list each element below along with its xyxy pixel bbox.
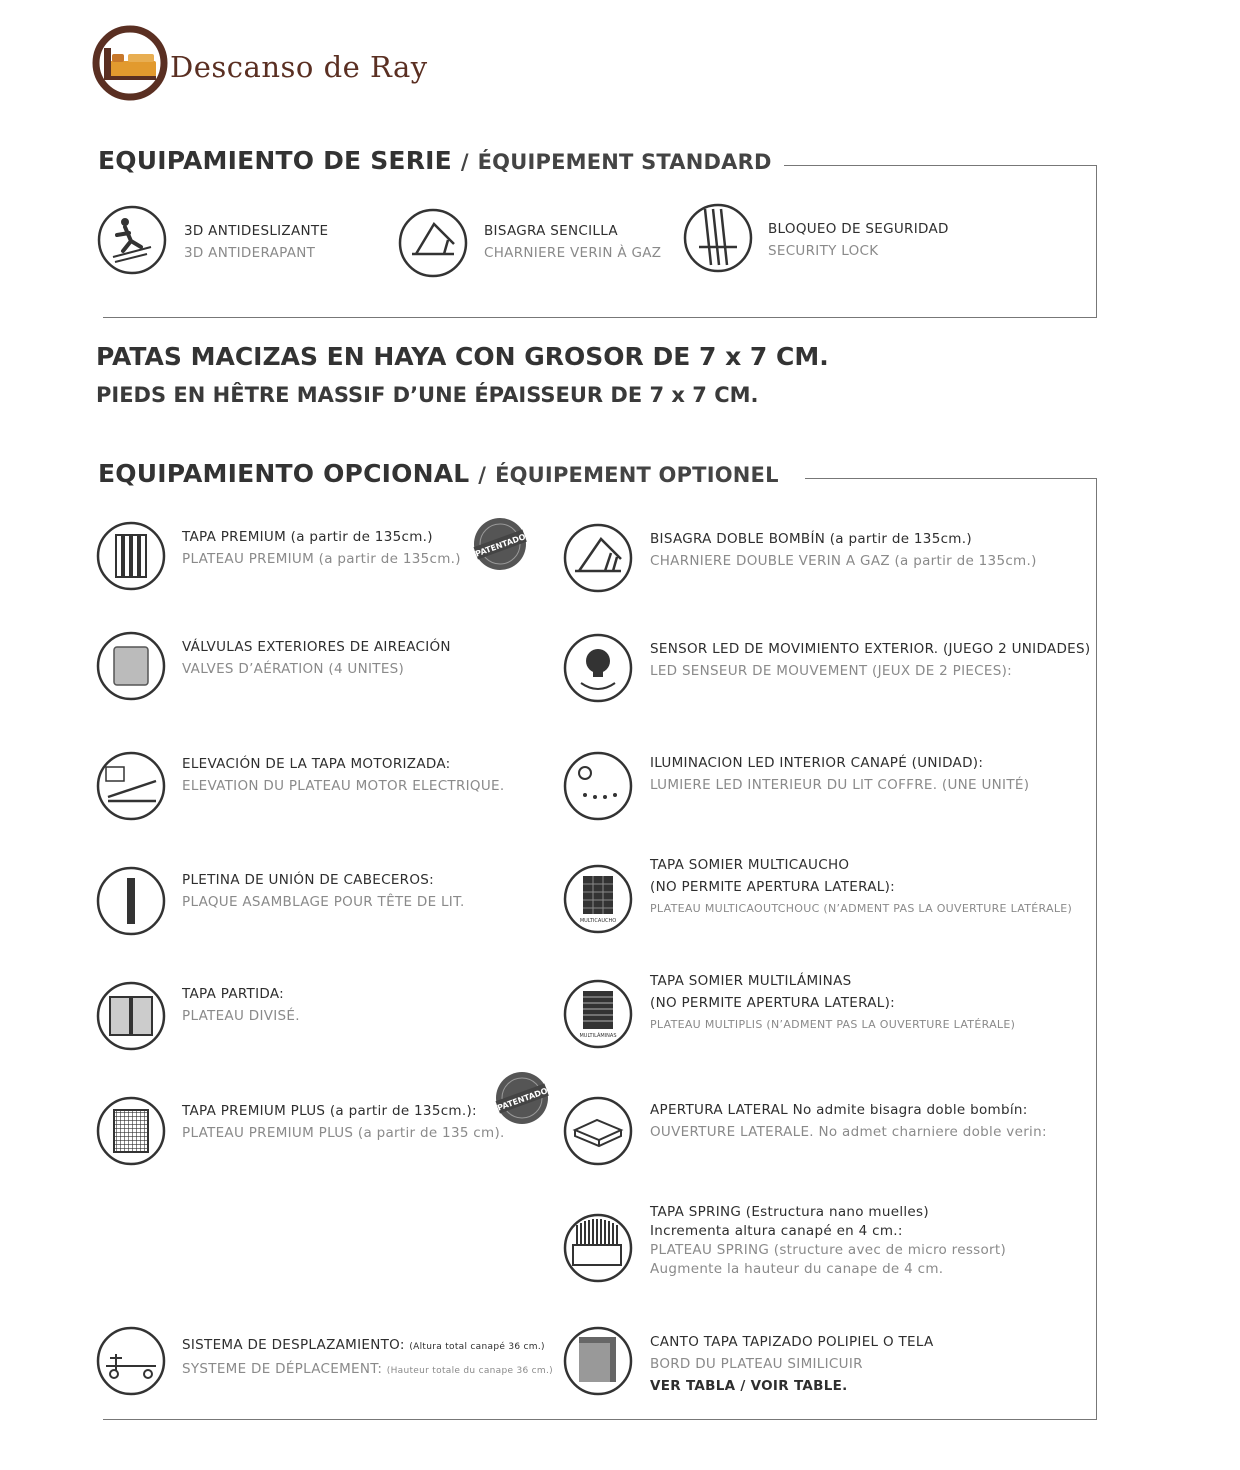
opt-left-4-text: PLETINA DE UNIÓN DE CABECEROS: PLAQUE ASAMBLAGE POUR TÊTE DE LIT. — [182, 872, 465, 910]
opt-right-3-text: ILUMINACION LED INTERIOR CANAPÉ (UNIDAD): LUMIERE LED INTERIEUR DU LIT COFFRE. (UNE UNITÉ) — [650, 755, 1030, 793]
opt-left-3-text: ELEVACIÓN DE LA TAPA MOTORIZADA: ELEVATION DU PLATEAU MOTOR ELECTRIQUE. — [182, 756, 505, 794]
brand-name: Descanso de Ray — [170, 50, 428, 84]
multicaucho-icon — [563, 864, 633, 934]
lateral-open-icon — [563, 1096, 633, 1166]
wheels-icon — [96, 1326, 166, 1396]
vent-icon — [96, 631, 166, 701]
opt-right-5-text: TAPA SOMIER MULTILÁMINAS (NO PERMITE APERTURA LATERAL): PLATEAU MULTIPLIS (N’ADMENT PAS LA OUVERTURE LATÉRALE) — [650, 973, 1016, 1031]
opt-left-2-text: VÁLVULAS EXTERIORES DE AIREACIÓN VALVES D’AÉRATION (4 UNITES) — [182, 639, 451, 677]
split-lid-icon — [96, 981, 166, 1051]
opt-right-8-text: CANTO TAPA TAPIZADO POLIPIEL O TELA BORD DU PLATEAU SIMILICUIR VER TABLA / VOIR TABLE. — [650, 1334, 934, 1394]
opt-right-2-text: SENSOR LED DE MOVIMIENTO EXTERIOR. (JUEGO 2 UNIDADES) LED SENSEUR DE MOUVEMENT (JEUX DE 2 PIECES): — [650, 641, 1091, 679]
legs-heading-es: PATAS MACIZAS EN HAYA CON GROSOR DE 7 x 7 CM. — [96, 342, 829, 371]
opt-right-7-text: TAPA SPRING (Estructura nano muelles) Incrementa altura canapé en 4 cm.: PLATEAU SPRING (structure avec de micro ressort) Augmente la hauteur du canape de 4 cm. — [650, 1204, 1007, 1277]
opt-left-1-text: TAPA PREMIUM (a partir de 135cm.) PLATEAU PREMIUM (a partir de 135cm.) — [182, 529, 461, 567]
spring-icon — [563, 1213, 633, 1283]
opt-right-6-text: APERTURA LATERAL No admite bisagra doble bombín: OUVERTURE LATERALE. No admet charniere doble verin: — [650, 1102, 1047, 1140]
opt-right-1-text: BISAGRA DOBLE BOMBÍN (a partir de 135cm.) CHARNIERE DOUBLE VERIN A GAZ (a partir de 135cm.) — [650, 531, 1037, 569]
multicaucho-label: MULTICAUCHO — [579, 918, 617, 924]
bracket-icon — [96, 866, 166, 936]
multilaminas-icon — [563, 979, 633, 1049]
patented-badge-label: PATENTADO — [474, 532, 527, 559]
opt-left-6-text: TAPA PREMIUM PLUS (a partir de 135cm.): PLATEAU PREMIUM PLUS (a partir de 135 cm). — [182, 1103, 505, 1141]
opt-left-7-text: SISTEMA DE DESPLAZAMIENTO: (Altura total canapé 36 cm.) SYSTEME DE DÉPLACEMENT: (Hauteur totale du canape 36 cm.) — [182, 1337, 553, 1377]
patented-badge-2-label: PATENTADO — [496, 1086, 549, 1113]
patented-badge-2-icon — [494, 1070, 550, 1126]
opt-right-4-text: TAPA SOMIER MULTICAUCHO (NO PERMITE APERTURA LATERAL): PLATEAU MULTICAOUTCHOUC (N’ADMENT PAS LA OUVERTURE LATÉRALE) — [650, 857, 1073, 915]
optional-section-title: EQUIPAMIENTO OPCIONAL / ÉQUIPEMENT OPTIONEL — [98, 459, 779, 488]
multilaminas-label: MULTILÁMINAS — [579, 1033, 617, 1039]
standard-item-1-text: 3D ANTIDESLIZANTE 3D ANTIDERAPANT — [184, 223, 329, 261]
legs-heading-fr: PIEDS EN HÊTRE MASSIF D’UNE ÉPAISSEUR DE 7 x 7 CM. — [96, 383, 759, 407]
patented-badge-icon — [472, 516, 528, 572]
standard-item-2-text: BISAGRA SENCILLA CHARNIERE VERIN À GAZ — [484, 223, 662, 261]
led-sensor-icon — [563, 633, 633, 703]
standard-item-3-text: BLOQUEO DE SEGURIDAD SECURITY LOCK — [768, 221, 949, 259]
double-hinge-icon — [563, 523, 633, 593]
led-interior-icon — [563, 751, 633, 821]
standard-section-title: EQUIPAMIENTO DE SERIE / ÉQUIPEMENT STANDARD — [98, 146, 772, 175]
brand-logo-icon — [90, 24, 170, 102]
lock-icon — [683, 203, 753, 273]
premium-lid-icon — [96, 521, 166, 591]
edge-icon — [563, 1326, 633, 1396]
slip-icon — [97, 205, 167, 275]
motor-icon — [96, 751, 166, 821]
opt-left-5-text: TAPA PARTIDA: PLATEAU DIVISÉ. — [182, 986, 300, 1024]
hinge-icon — [398, 208, 468, 278]
premium-plus-icon — [96, 1096, 166, 1166]
